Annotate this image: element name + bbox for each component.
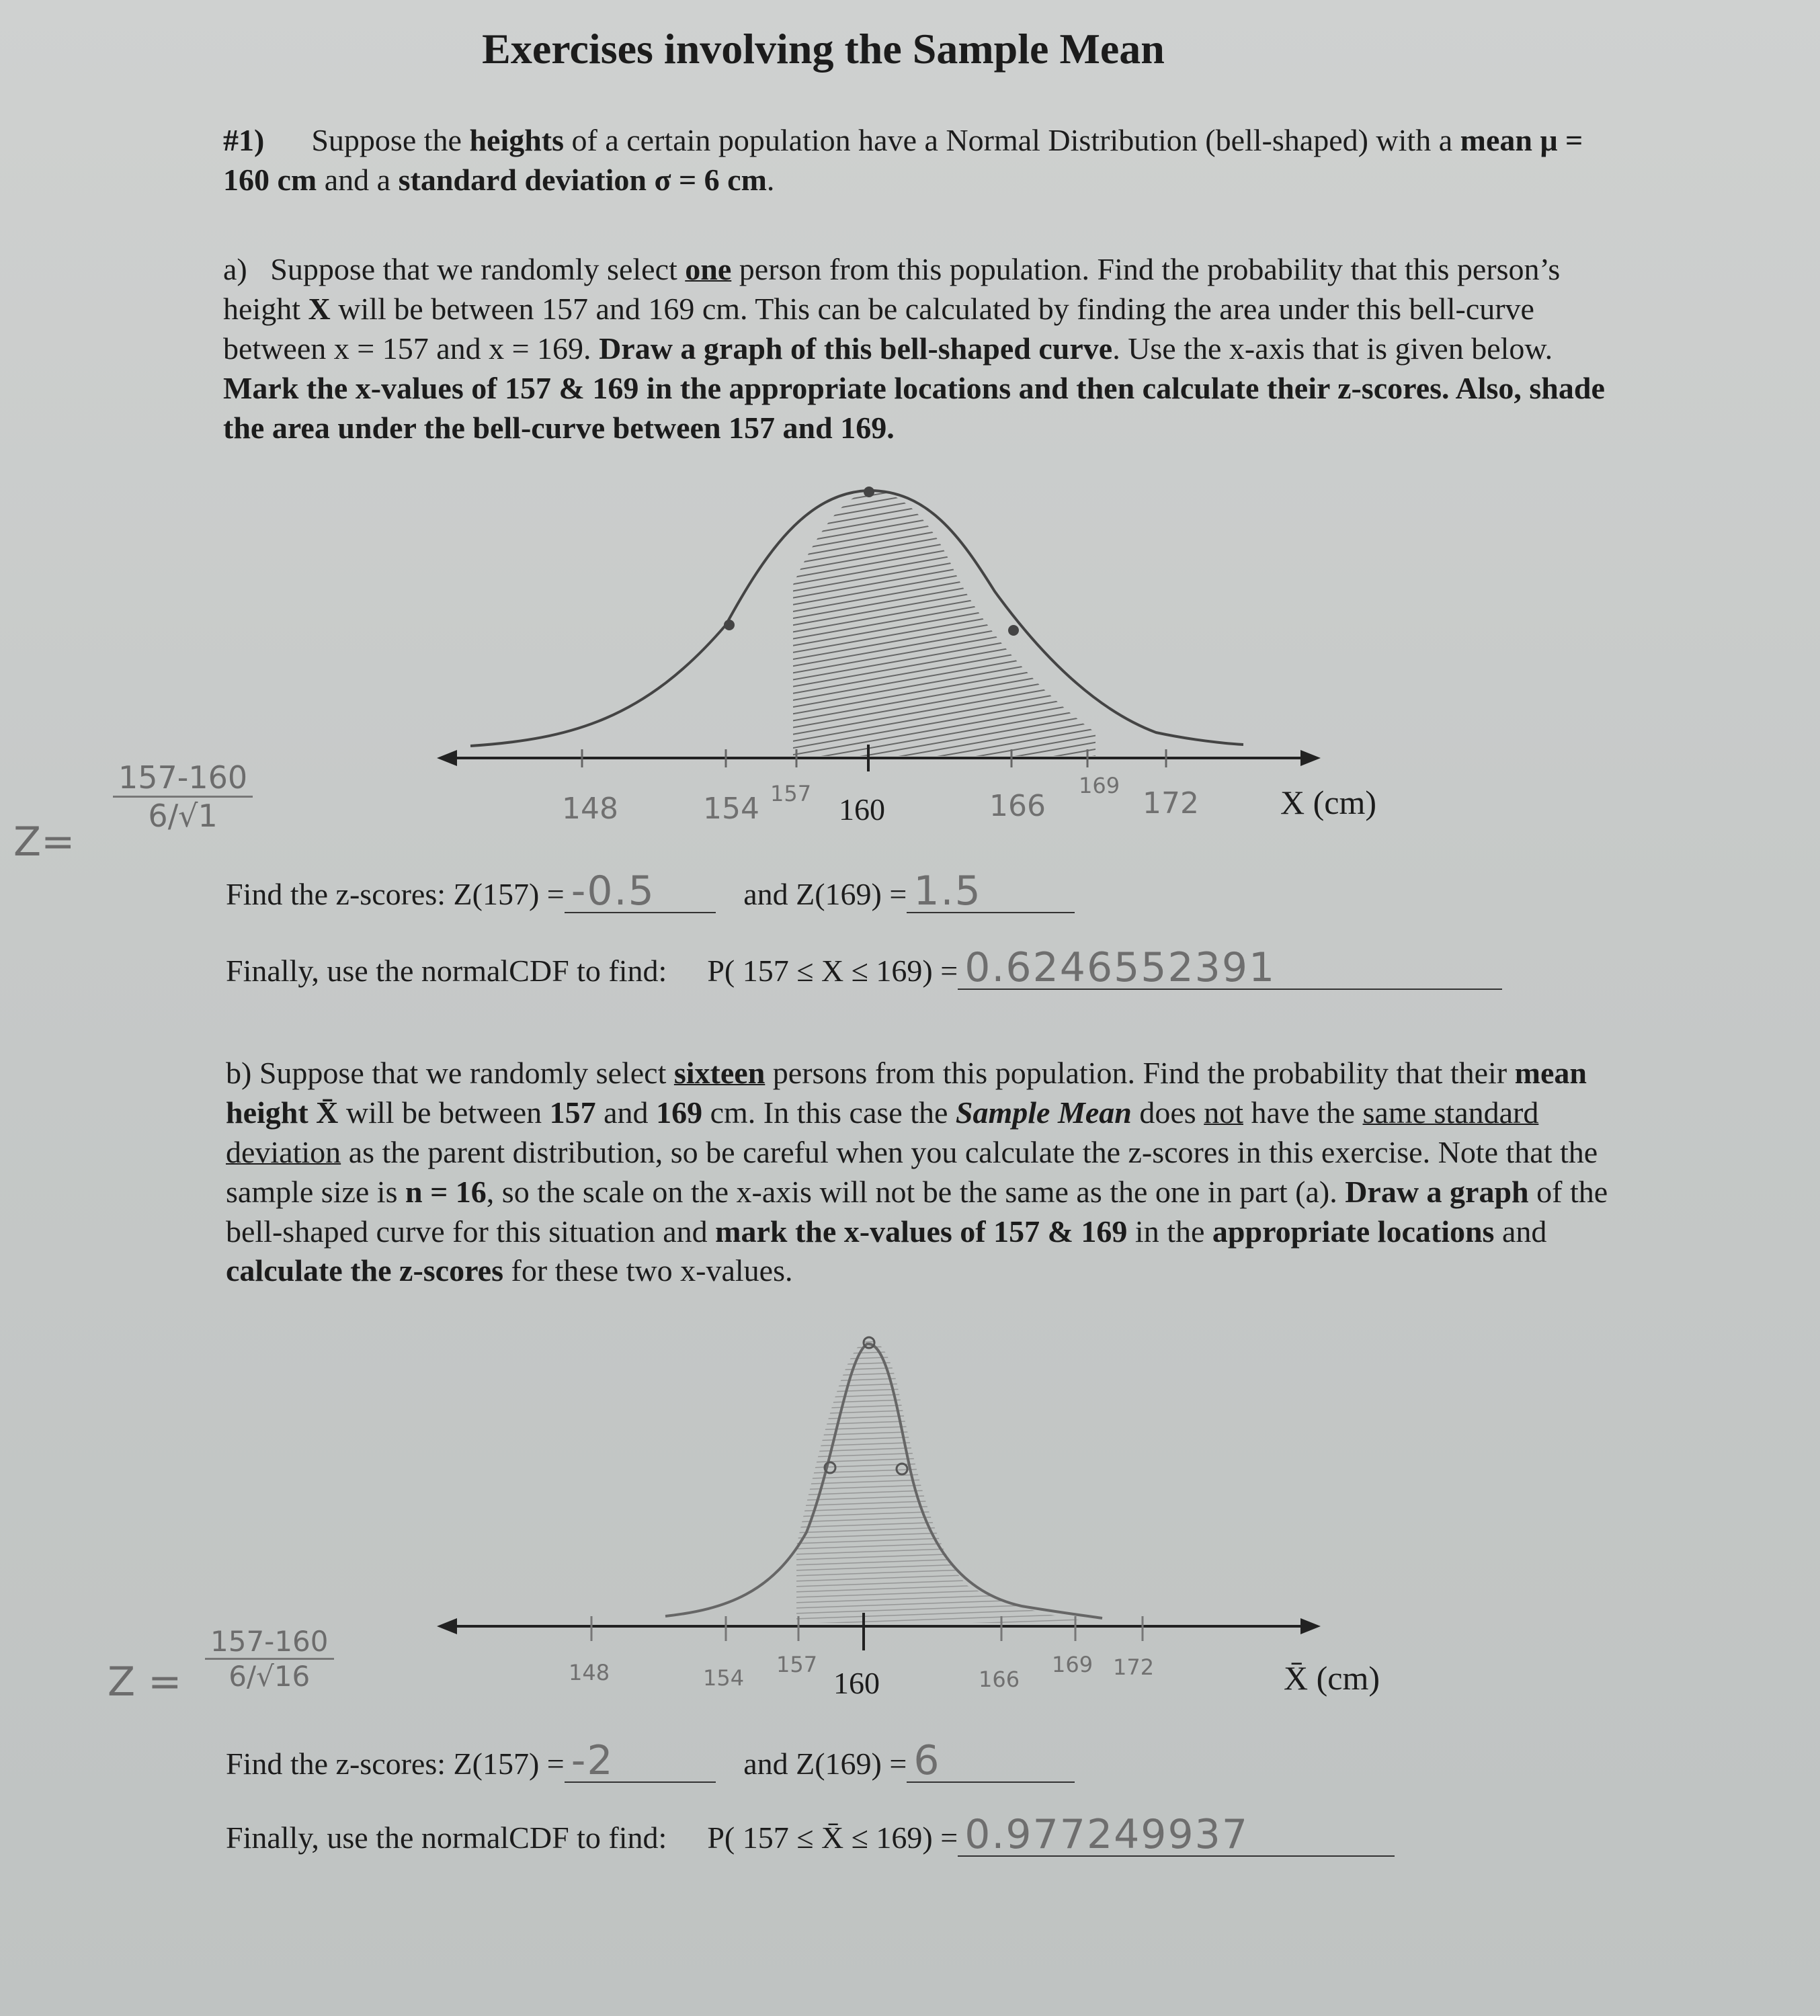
part-b-text: cm. In this case the xyxy=(702,1095,956,1130)
margin-fraction xyxy=(205,1625,334,1693)
problem-number: #1) xyxy=(223,123,265,157)
intro-bold: heights xyxy=(469,123,565,157)
tick-label: 148 xyxy=(569,1660,610,1685)
part-b-text: , so the scale on the x-axis will not be the same as the one in part (a). xyxy=(486,1174,1346,1209)
fraction-numerator: 157-160 xyxy=(113,759,253,798)
cdf-expression: P( 157 ≤ X ≤ 169) = xyxy=(707,954,958,988)
shaded-area-157-169 xyxy=(796,1341,1095,1623)
tick-label: 157 xyxy=(776,1652,818,1677)
part-b-text: and xyxy=(1494,1214,1547,1249)
zscore-prompt: Find the z-scores: Z(157) = xyxy=(226,1747,565,1781)
zscore-and-label: and Z(169) = xyxy=(743,1747,907,1781)
part-b-text: as the parent distribution, so be careful when you calculate the z-scores in this exercise. Note that the sample size is xyxy=(226,1134,1598,1209)
margin-z: Z = xyxy=(108,1658,182,1706)
tick-label: 166 xyxy=(979,1667,1020,1692)
part-b-bold-italic: Sample Mean xyxy=(955,1095,1132,1130)
part-b-bold: 169 xyxy=(656,1095,703,1130)
part-b-bold: appropriate locations xyxy=(1212,1214,1495,1249)
part-b-bold: calculate the z-scores xyxy=(226,1253,503,1288)
part-a-bold: Mark the x-values of 157 & 169 in the appropriate locations and then calculate their z-scores. Also, shade the area under the bell-curve between 157 and 169. xyxy=(223,370,1605,445)
page-title: Exercises involving the Sample Mean xyxy=(482,25,1165,73)
part-b-text: and xyxy=(595,1095,657,1130)
z157-answer-field[interactable] xyxy=(565,1737,716,1784)
tick-label: 160 xyxy=(839,792,885,827)
part-b-text: of the bell-shaped curve for this situation and xyxy=(226,1174,1608,1249)
cdf-prompt: Finally, use the normalCDF to find: xyxy=(226,1820,667,1855)
part-b-text: will be between xyxy=(338,1095,550,1130)
part-b-cdf-row xyxy=(226,1811,1395,1858)
part-b-bold: Draw a graph xyxy=(1345,1174,1529,1209)
tick-label: 166 xyxy=(989,789,1046,823)
part-b-text: Suppose that we randomly select xyxy=(259,1056,674,1090)
part-b-text: for these two x-values. xyxy=(503,1253,793,1288)
z157-answer: -2 xyxy=(571,1737,614,1784)
intro-text: of a certain population have a Normal Distribution (bell-shaped) with a xyxy=(564,123,1460,157)
tick-label: 148 xyxy=(562,792,618,826)
zscore-prompt: Find the z-scores: Z(157) = xyxy=(226,877,565,911)
part-a-bold: X xyxy=(308,291,331,326)
part-a-text: Suppose that we randomly select xyxy=(270,252,686,286)
zscore-and-label: and Z(169) = xyxy=(743,877,907,911)
z169-answer: 1.5 xyxy=(913,868,982,915)
tick-label: 157 xyxy=(770,781,812,806)
tick-label: 172 xyxy=(1143,786,1199,821)
cdf-answer-field[interactable] xyxy=(958,1811,1395,1858)
fraction-denominator: 6/√16 xyxy=(229,1660,311,1693)
fraction-numerator: 157-160 xyxy=(205,1625,334,1660)
tick-label: 172 xyxy=(1113,1654,1155,1680)
part-b-bold: mean height X̄ xyxy=(226,1056,1587,1130)
part-b-text: does xyxy=(1131,1095,1204,1130)
cdf-prompt: Finally, use the normalCDF to find: xyxy=(226,954,667,988)
z157-answer: -0.5 xyxy=(571,868,655,915)
z169-answer: 6 xyxy=(913,1737,941,1784)
part-b-text: persons from this population. Find the probability that their xyxy=(765,1056,1515,1090)
intro-text: and a xyxy=(317,162,399,197)
tick-label: 169 xyxy=(1052,1652,1093,1677)
part-a-text: person from this population. Find the probability that this person’s height xyxy=(223,252,1561,326)
tick-label: 154 xyxy=(703,1665,745,1691)
part-a-text: . Use the x-axis that is given below. xyxy=(1112,331,1553,366)
part-a-label: a) xyxy=(223,252,247,286)
intro-bold: standard deviation σ = 6 cm xyxy=(398,162,767,197)
part-b-label: b) xyxy=(226,1056,252,1090)
intro-bold: mean μ = 160 cm xyxy=(223,123,1583,197)
tick-label: 154 xyxy=(703,792,759,826)
cdf-answer: 0.6246552391 xyxy=(964,944,1276,991)
tick-label: 169 xyxy=(1079,773,1120,798)
part-b-underline: same standard deviation xyxy=(226,1095,1539,1169)
part-a-underline: one xyxy=(685,252,732,286)
z169-answer-field[interactable] xyxy=(907,1737,1075,1784)
cdf-expression: P( 157 ≤ X̄ ≤ 169) = xyxy=(707,1820,958,1855)
intro-text: . xyxy=(766,162,775,197)
intro-text: Suppose the xyxy=(311,123,470,157)
x-axis-right-arrow xyxy=(1300,1618,1321,1634)
part-b-underline: sixteen xyxy=(673,1056,766,1090)
part-b-zscores-row xyxy=(226,1737,1075,1784)
part-b-text: have the xyxy=(1243,1095,1363,1130)
part-b-underline: not xyxy=(1204,1095,1243,1130)
x-axis-label: X (cm) xyxy=(1280,784,1376,821)
part-a-text: will be between 157 and 169 cm. This can be calculated by finding the area under this bell-curve between x = 157 and x = 169. xyxy=(223,291,1534,366)
part-b-text: in the xyxy=(1127,1214,1212,1249)
fraction-denominator: 6/√1 xyxy=(148,798,218,834)
margin-z: Z= xyxy=(13,818,75,866)
x-axis-label: X̄ (cm) xyxy=(1284,1659,1380,1697)
cdf-answer: 0.977249937 xyxy=(964,1811,1249,1858)
part-b-bold: n = 16 xyxy=(405,1174,487,1209)
part-b-bold: 157 xyxy=(549,1095,596,1130)
part-a-bold: Draw a graph of this bell-shaped curve xyxy=(599,331,1113,366)
x-axis-left-arrow xyxy=(437,1618,457,1634)
part-b-bold: mark the x-values of 157 & 169 xyxy=(715,1214,1128,1249)
tick-label: 160 xyxy=(833,1666,880,1700)
